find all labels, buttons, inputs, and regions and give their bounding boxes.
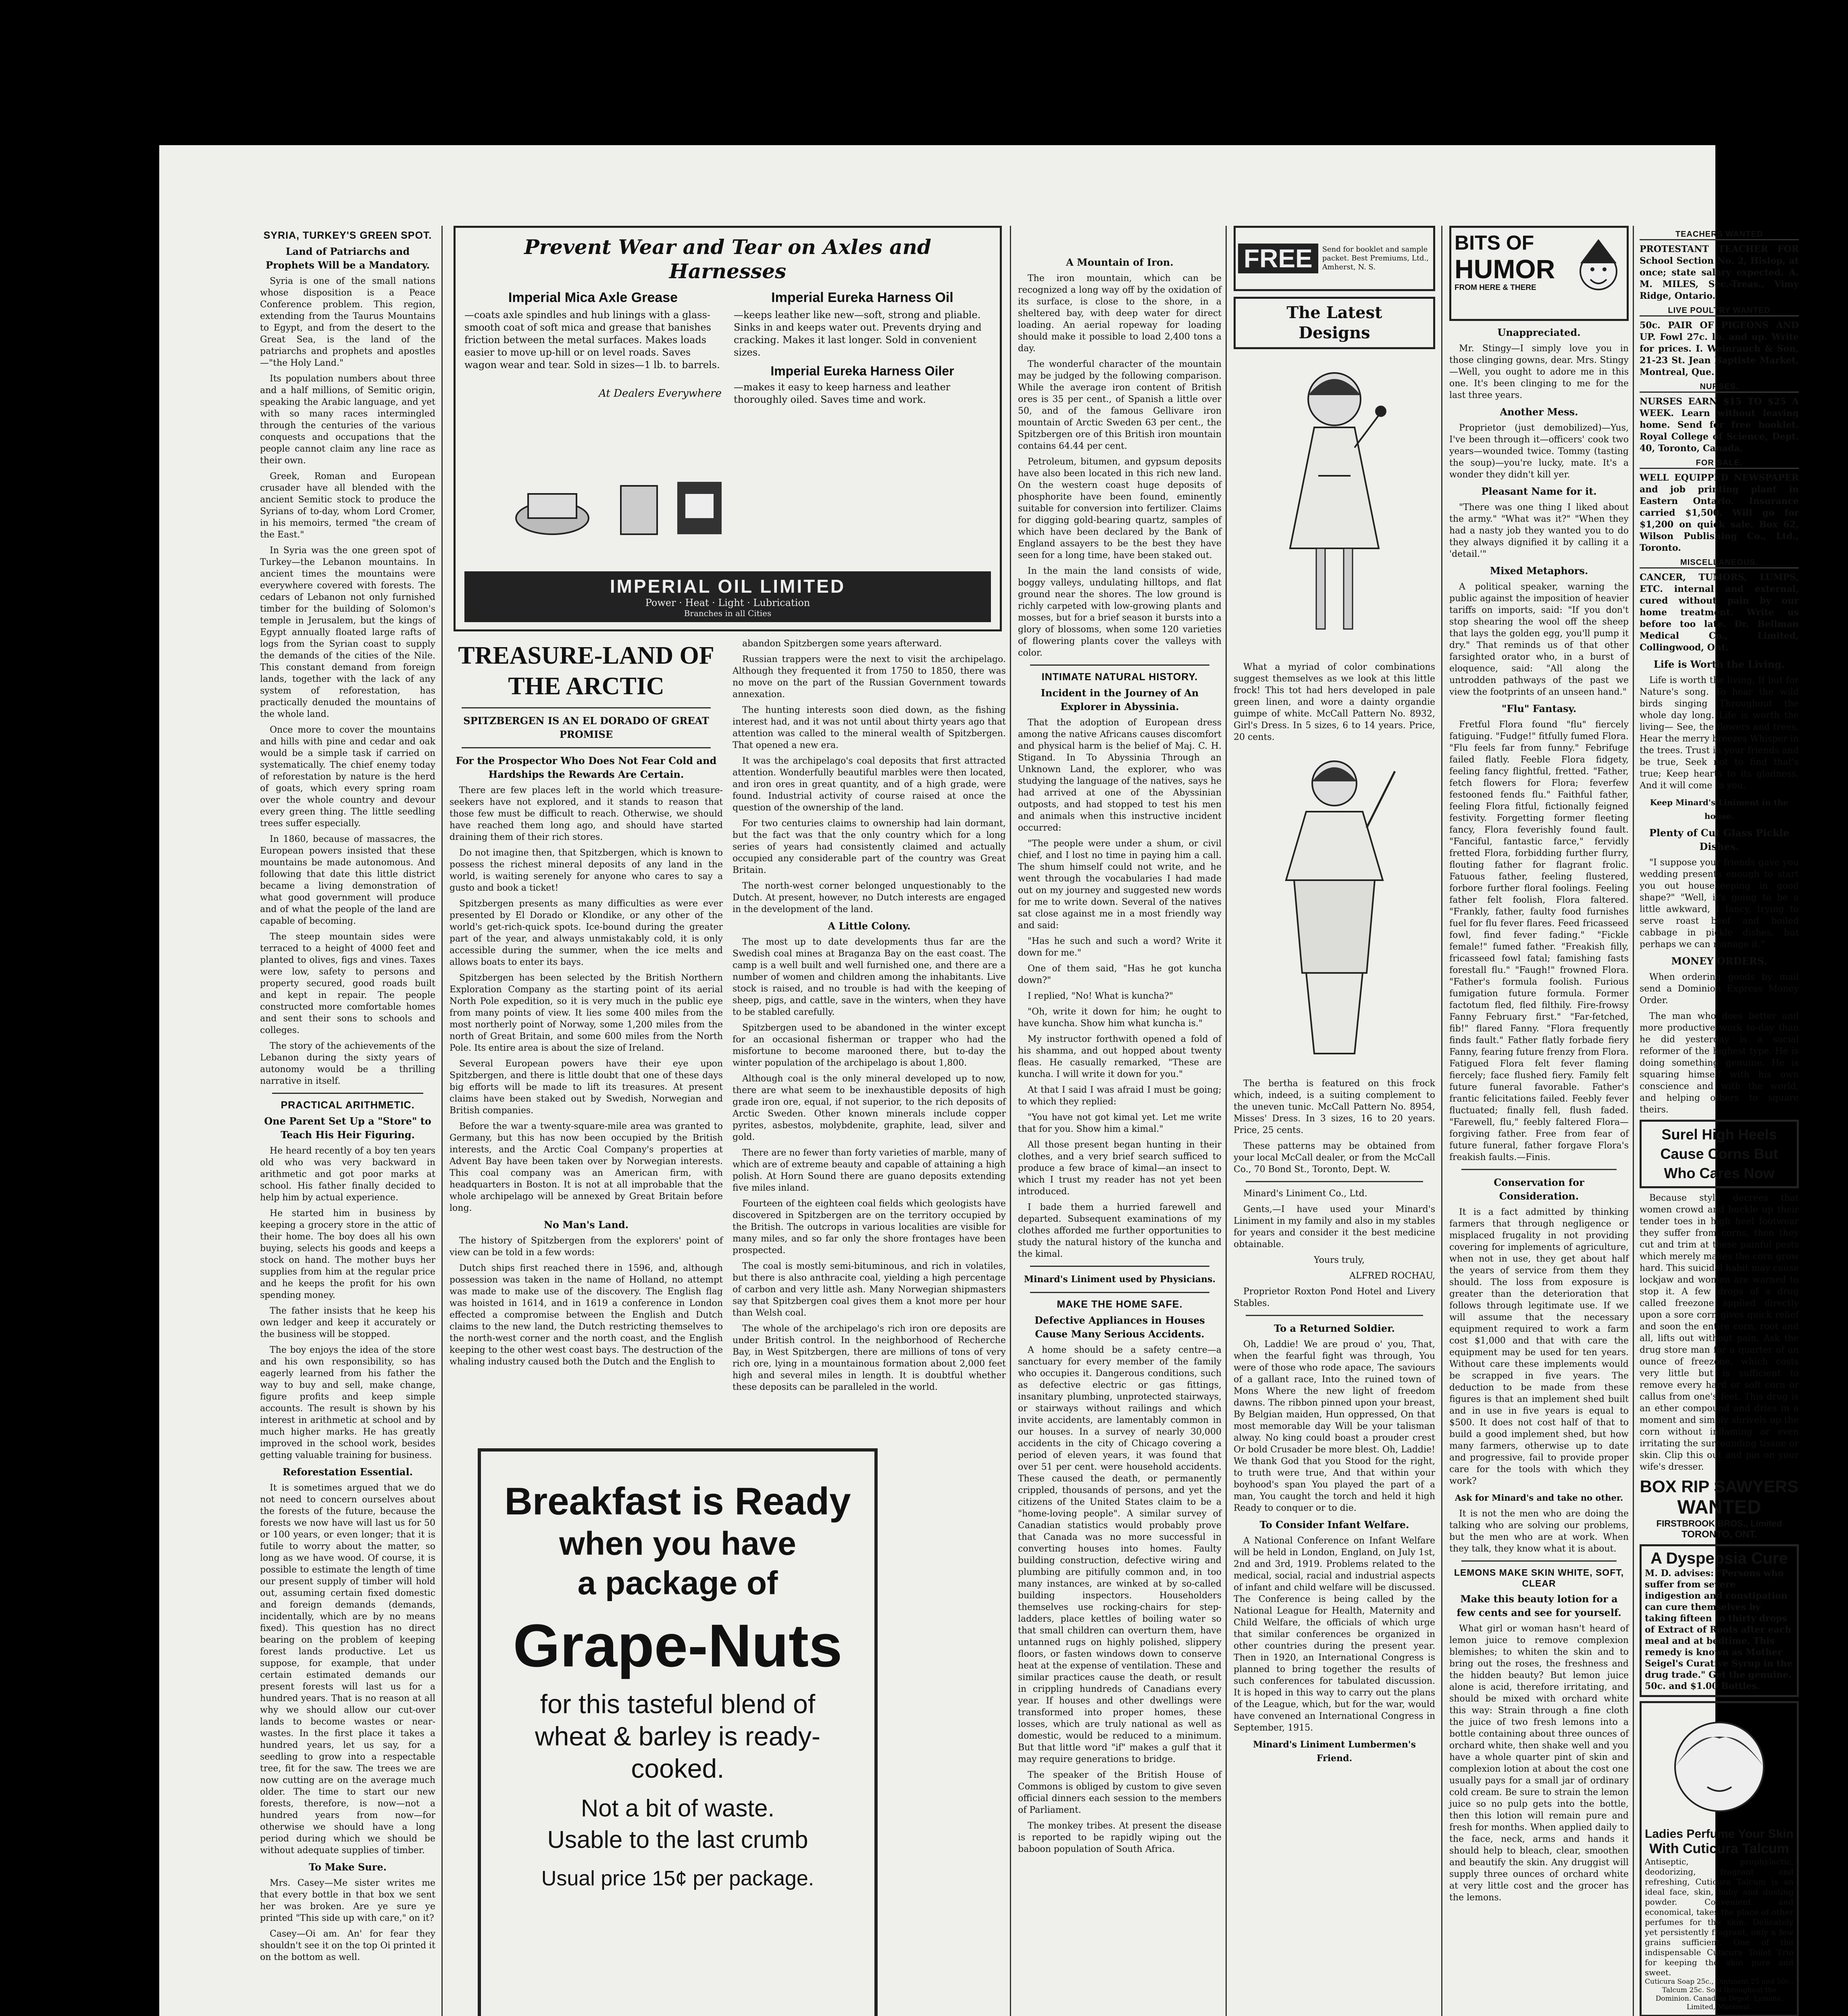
column-rule xyxy=(441,226,443,2016)
bits-of-humor-banner xyxy=(1449,226,1629,321)
divider xyxy=(1461,1169,1617,1170)
article-paragraph: It was the archipelago's coal deposits that first attracted attention. Wonderfully beautiful marbles were then located, and iron ores in great quantity, and of a high grade, were found. Industrial activity of course raised at once the question of the ownership of the land. xyxy=(733,756,1006,813)
article-paragraph: He started him in business by keeping a grocery store in the attic of their home. The boy does all his own buying, selects his goods and keeps a stock on hand. The mother buys her supplies from him at the regular price and he keeps the profit for his own spending money. xyxy=(260,1208,435,1300)
article-paragraph: The history of Spitzbergen from the explorers' point of view can be told in a few words: xyxy=(450,1236,723,1258)
jester-face-icon xyxy=(1574,235,1623,304)
free-ad-title: FREE xyxy=(1238,244,1318,273)
subhead-mountain-iron: A Mountain of Iron. xyxy=(1066,256,1174,268)
arctic-subhead: SPITZBERGEN IS AN EL DORADO OF GREAT PROMISE xyxy=(463,715,709,740)
article-paragraph: A home should be a safety centre—a sanctuary for every member of the family who occupies it. Dangerous conditions, such as defective electric or gas fittings, insanitary plumbing, unprotected stairways, or stairways without railings and which invite accidents, are lamentably common in our houses. In a survey of nearly 30,000 accidents in the city of Chicago covering a period of eleven years, it was found that over 51 per cent. were household accidents. These caused the death, or permanently crippled, thousands of persons, and yet the citizens of the United States claim to be a "home-loving people". A similar survey of Canadian statistics would probably prove that Canada was no more successful in converting houses into homes. Faulty building construction, defective wiring and plumbing are pitifully common and, in too many instances, are winked at by so-called building inspectors. Householders themselves use rocking-chairs for step-ladders, place kettles of boiling water so that small children can overturn them, have untanned rugs on highly polished, slippery floors, or fasten windows down to conserve heat at the expense of ventilation. These and similar practices cause the death, or result in crippling hundreds of Canadians every year. If houses and other dwellings were transformed into proper homes, these losses, which are truly national as well as domestic, would be reduced to a minimum. But that little word "if" makes a gulf that it may require generations to bridge. xyxy=(1018,1345,1222,1764)
article-paragraph: Syria is one of the small nations whose disposition is a Peace Conference problem. This region, extending from the Taurus Mountains to Egypt, and from the desert to the Great Sea, is the land of the patriarchs and prophets and apostles—"the Holy Land." xyxy=(260,276,435,368)
article-paragraph: The man who does better and more productive work to-day than he did yesterday is a social reformer of the highest type. He is doing something genuine. He is squaring himself with his own conscience and with the world, and helping others to square theirs. xyxy=(1640,1011,1799,1115)
box-sawyers-line: TORONTO, ONT. xyxy=(1681,1529,1757,1540)
headline-home-safe: MAKE THE HOME SAFE. xyxy=(1057,1299,1183,1310)
column-rule xyxy=(1226,226,1227,2016)
dealers-note: At Dealers Everywhere xyxy=(599,387,722,400)
article-paragraph: In Syria was the one green spot of Turkey—the Lebanon mountains. In ancient times the mountains were everywhere covered with forests. The cedars of Lebanon not only furnished timber for the building of Solomon's temple in Jerusalem, but the kings of Egypt annually floated large rafts of logs from the Syrian coast to supply the demands of the cities of the Nile. This constant demand from foreign lands, together with the lack of any system of reforestation, has practically denuded the mountains of the whole land. xyxy=(260,546,435,719)
classified-head: NURSES. xyxy=(1640,382,1799,393)
cuticura-small: Cuticura Soap 25c., Ointment 25 and 50c., Talcum 25c. Sold throughout the Dominion. Canadian Depot: Lymans, Limited, Montreal. xyxy=(1645,1978,1794,2011)
subhead-money-orders: MONEY ORDERS. xyxy=(1671,955,1767,967)
divider xyxy=(272,1093,423,1094)
classified-head: FOR SALE. xyxy=(1640,458,1799,469)
poem-title: To a Returned Soldier. xyxy=(1274,1322,1395,1334)
imperial-title: Prevent Wear and Tear on Axles and Harnesses xyxy=(524,235,931,283)
free-ad xyxy=(1234,226,1435,291)
humor-text: A political speaker, warning the public against the imposition of heavier tariffs on imports, said: "If you don't stop shearing the wool off the sheep that lays the golden egg, you'll pump it dry." That reminds us of that other farsighted orator who, in a burst of eloquence, said: "All along the untrodden pathways of the past we view the footprints of an unseen hand." xyxy=(1449,582,1629,697)
imperial-footer-bar xyxy=(464,571,991,622)
headline-lemons: LEMONS MAKE SKIN WHITE, SOFT, CLEAR xyxy=(1454,1567,1624,1589)
letter-to: Minard's Liniment Co., Ltd. xyxy=(1243,1189,1367,1199)
humor-title-2: HUMOR xyxy=(1455,254,1555,284)
cuticura-title: Ladies Perfume Your Skin xyxy=(1645,1827,1794,1841)
girl-dress-illustration xyxy=(1234,355,1435,661)
classified-ad: NURSES EARN $15 TO $25 A WEEK. Learn without leaving home. Send for free booklet. Royal College of Science, Dept. 40, Toronto, Canada. xyxy=(1640,396,1799,454)
arctic-column-left xyxy=(450,638,723,1440)
cuticura-title: With Cuticura Talcum xyxy=(1649,1841,1789,1856)
mica-grease-text: —coats axle spindles and hub linings with a glass-smooth coat of soft mica and grease that banishes friction between the metal surfaces. Makes loads easier to move up-hill or on level roads. Saves wagon wear and tear. Sold in sizes—1 lb. to barrels. xyxy=(464,309,720,371)
harness-oil-heading: Imperial Eureka Harness Oil xyxy=(771,290,953,305)
cuticura-text: Antiseptic, prophylactic, deodorizing, fragrant and refreshing, Cuticura Talcum is an ideal face, skin, baby and dusting powder. Convenient and economical, takes the place of other perfumes for the skin. Delicately yet persistently fragrant, only a few grains sufficient. One of the indispensable Cuticura Toilet Trio for keeping the skin pure and sweet. xyxy=(1645,1857,1794,1977)
grape-nuts-ad xyxy=(478,1448,878,2016)
subhead-infant-welfare: To Consider Infant Welfare. xyxy=(1259,1519,1409,1531)
subhead-no-mans-land: No Man's Land. xyxy=(543,1219,629,1231)
article-paragraph: Spitzbergen presents as many difficulties as were ever presented by El Dorado or Klondike, or any other of the world's get-rich-quick spots. Ice-bound during the greater part of the year, and always unmistakably cold, it is only accessible during the summer, when the ice melts and allows boats to enter its bays. xyxy=(450,899,723,967)
design-caption: The bertha is featured on this frock which, indeed, is a suiting complement to the uneven tunic. McCall Pattern No. 8954, Misses' Dress. In 3 sizes, 16 to 20 years. Price, 25 cents. xyxy=(1234,1079,1435,1135)
poem-text: Oh, Laddie! We are proud o' you, That, when the fearful fight was through, You were of those who rode apace, The saviours of a gallant race, Into the ruined town of Mons Where the new light of freedom dawns. The ribbon pinned upon your breast, By Belgian maiden, Hun oppressed, On that most memorable day Will be your talisman alway. No king could boast a prouder crest Or bold Crusader be more blest. Oh, Laddie! We thank God that you Stood for the right, to truth were true, And that within your boyhood's span You played the part of a man, You caught the torch and held it high Ready to conquer or to die. xyxy=(1234,1339,1435,1513)
article-paragraph: I replied, "No! What is kuncha?" xyxy=(1028,991,1174,1001)
humor-title-1: BITS OF xyxy=(1455,231,1534,254)
subhead-natural-history: Incident in the Journey of An Explorer in Abyssinia. xyxy=(1041,687,1199,712)
article-paragraph: What girl or woman hasn't heard of lemon juice to remove complexion blemishes; to whiten the skin and to bring out the roses, the freshness and the hidden beauty? But lemon juice alone is acid, therefore irritating, and should be mixed with orchard white this way: Strain through a fine cloth the juice of two fresh lemons into a bottle containing about three ounces of orchard white, then shake well and you have a whole quarter pint of skin and complexion lotion at about the cost one usually pays for a small jar of ordinary cold cream. Be sure to strain the lemon juice so no pulp gets into the bottle, then this lotion will remain pure and fresh for months. When applied daily to the face, neck, arms and hands it should help to bleach, clear, smoothen and beautify the skin. Any druggist will supply three ounces of orchard white at very little cost and the grocer has the lemons. xyxy=(1449,1624,1629,1903)
article-paragraph: For two centuries claims to ownership had lain dormant, but the fact was that the only country which for a long series of years had consistently claimed and actually occupied any considerable part of the country was Great Britain. xyxy=(733,818,1006,875)
headline-natural-history: INTIMATE NATURAL HISTORY. xyxy=(1041,671,1198,683)
article-paragraph: abandon Spitzbergen some years afterward. xyxy=(742,639,942,649)
design-caption: What a myriad of color combinations suggest themselves as we look at this little frock! This tot had hers developed in pale green linen, and wore a dainty organdie guimpe of white. McCall Pattern No. 8932, Girl's Dress. In 5 sizes, 6 to 14 years. Price, 20 cents. xyxy=(1234,662,1435,742)
heels-line: Surel High Heels xyxy=(1661,1126,1777,1143)
article-paragraph: The monkey tribes. At present the disease is reported to be rapidly wiping out the baboon population of South Africa. xyxy=(1018,1821,1222,1854)
humor-text: It is not the men who are doing the talking who are solving our problems, but the men who are at work. When they talk, they know what it is about. xyxy=(1449,1509,1629,1554)
newspaper-page xyxy=(159,145,1799,2016)
article-paragraph: The speaker of the British House of Commons is obliged by custom to give seven official dinners each session to the members of Parliament. xyxy=(1018,1770,1222,1815)
column-6 xyxy=(1449,226,1629,1908)
letter-close: Yours truly, xyxy=(1314,1255,1365,1265)
column-rule xyxy=(1010,226,1011,2016)
harness-oiler-text: —makes it easy to keep harness and leather thoroughly oiled. Saves time and work. xyxy=(734,381,951,405)
letter-role: Proprietor Roxton Pond Hotel and Livery Stables. xyxy=(1234,1287,1435,1308)
company-branches: Branches in all Cities xyxy=(684,608,772,618)
humor-text: It is a fact admitted by thinking farmers that through negligence or misplaced frugality in not providing covering for implements of agriculture, when not in use, they get about half the years of service from them they should. The loss from exposure is greater than the deterioration that follows through legitimate use. If we will assume that the necessary equipment required to work a farm cost $1,000 and that with care the equipment may be used for ten years. Without care these implements would be scrapped in five years. The deduction to be made from these figures is that an implement shed built and in use in five years is equal to $500. It does not cost half of that to build a good implement shed, but how many farmers, otherwise up to date and progressive, fail to provide proper care for the tools with which they work? xyxy=(1449,1207,1629,1486)
article-paragraph: Several European powers have their eye upon Spitzbergen, and there is little doubt that one of these days big efforts will be made to lift its treasures. At present claims have been staked out by Swedish, Norwegian and British companies. xyxy=(450,1059,723,1116)
minard-physicians-ad: Minard's Liniment used by Physicians. xyxy=(1024,1274,1216,1285)
article-paragraph: Because style decrees that women crowd and buckle up their tender toes in high heel footwear they suffer from corns, then they cut and trim at these painful pests which merely makes the corn grow hard. This suicidal habit may cause lockjaw and women are warned to stop it. A few drops of a drug called freezone applied directly upon a sore corn gives quick relief and soon the entire corn, root and all, lifts out without pain. Ask the drug store man for a quarter of an ounce of freezone, which costs very little but is sufficient to remove every hard or soft corn or callus from one's feet. This drug is an ether compound and dries in a moment and simply shrivels up the corn without inflaming or even irritating the surrounding tissue or skin. Clip this out and pin on your wife's dresser. xyxy=(1640,1193,1799,1472)
column-5 xyxy=(1234,226,1435,1768)
article-paragraph: The father insists that he keep his own ledger and keep it accurately or the business will be stopped. xyxy=(260,1306,435,1339)
subhead-arithmetic: One Parent Set Up a "Store" to Teach His Heir Figuring. xyxy=(264,1115,431,1141)
column-rule xyxy=(1633,226,1634,2016)
article-paragraph: "Oh, write it down for him; he ought to have kuncha. Show him what kuncha is." xyxy=(1018,1007,1222,1029)
article-paragraph: The most up to date developments thus far are the Swedish coal mines at Braganza Bay on the east coast. The camp is a well built and well furnished one, and there are a number of women and children among the inhabitants. Live stock is raised, and no trouble is had with the keeping of sheep, pigs, and cattle, save in the winters, when they have to be stabled carefully. xyxy=(733,937,1006,1017)
article-paragraph: "The people were under a shum, or civil chief, and I lost no time in paying him a call. The shum himself could not write, and he went through the vocabularies I had made out on my journey and suggested new words for me to write down. Several of the natives sat close against me in a most friendly way and said: xyxy=(1018,839,1222,931)
humor-title-3: FROM HERE & THERE xyxy=(1455,283,1536,292)
company-tagline: Power · Heat · Light · Lubrication xyxy=(645,597,810,608)
headline-arithmetic: PRACTICAL ARITHMETIC. xyxy=(281,1100,415,1111)
divider xyxy=(1030,1292,1209,1293)
grape-nuts-line: cooked. xyxy=(631,1754,724,1783)
article-paragraph: Casey—Oi am. An' for fear they shouldn't see it on the top Oi printed it on the bottom as well. xyxy=(260,1929,435,1962)
high-heels-box xyxy=(1640,1120,1799,1188)
article-paragraph: Dutch ships first reached there in 1596, and, although possession was taken in the name of Holland, no attempt was made to make use of the discovery. The English flag was hoisted in 1614, and in 1619 a conference in London effected a compromise between the English and Dutch claims to the new land, the Dutch restricting themselves to the north-west corner and the north coast, and the English keeping to the other west coast bays. The destruction of the whaling industry caused both the Dutch and the English to xyxy=(450,1263,723,1367)
humor-text: Mr. Stingy—I simply love you in those clinging gowns, dear. Mrs. Stingy—Well, you ought to adore me in this one. It's been clinging to me for the last three years. xyxy=(1449,344,1629,400)
subhead-cut-glass: Plenty of Cut Glass Pickle Dishes. xyxy=(1649,827,1790,852)
article-paragraph: Before the war a twenty-square-mile area was granted to Germany, but this has now been occupied by the British interests, and the Arctic Coal Company's properties at Advent Bay have been taken over by Norwegian interests. This coal company was an American firm, with headquarters in Boston. It is not at all improbable that the whole archipelago will be annexed by Great Britain before long. xyxy=(450,1121,723,1213)
article-paragraph: Spitzbergen used to be abandoned in the winter except for an occasional fisherman or trapper who had the misfortune to become marooned there, but to-day the winter population of the archipelago is about 1,800. xyxy=(733,1023,1006,1068)
article-paragraph: Petroleum, bitumen, and gypsum deposits have also been located in this rich new land. On the western coast huge deposits of phosphorite have been found, eminently suitable for conversion into fertilizer. Claims for digging gold-bearing quartz, samples of which have been declared by the Bank of England assayers to be the best they have seen for a long time, have been staked out. xyxy=(1018,457,1222,560)
poem-title: Life is Worth the Living. xyxy=(1653,658,1785,670)
divider xyxy=(462,747,711,748)
humor-head: Another Mess. xyxy=(1500,406,1578,418)
humor-head: Mixed Metaphors. xyxy=(1490,565,1588,577)
article-paragraph: "Has he such and such a word? Write it down for me." xyxy=(1018,936,1222,958)
minard-keep-ad: Keep Minard's Liniment in the house. xyxy=(1650,798,1789,821)
article-paragraph: "I suppose your friends gave you wedding presents enough to start you out housekeeping in good shape?" "Well, it's going to be a little awkward, I fancy, trying to serve roast beef and boiled cabbage in pickle dishes, but perhaps we can manage it." xyxy=(1640,858,1799,950)
divider xyxy=(1246,1181,1423,1182)
subhead-lemons: Make this beauty lotion for a few cents and see for yourself. xyxy=(1457,1593,1621,1618)
grape-nuts-brand: Grape-Nuts xyxy=(513,1612,843,1679)
classified-ad: WELL EQUIPPED NEWSPAPER and job printing plant in Eastern Ontario. Insurance carried $1,500. Will go for $1,200 on quick sale. Box 62, Wilson Publishing Co., Ltd., Toronto. xyxy=(1640,473,1799,553)
dyspepsia-ad xyxy=(1640,1544,1799,1697)
column-4 xyxy=(1018,254,1222,1859)
arctic-title: TREASURE-LAND OF THE ARCTIC xyxy=(458,642,714,700)
subhead-make-sure: To Make Sure. xyxy=(309,1861,387,1873)
cuticura-ad xyxy=(1640,1701,1799,2016)
dyspepsia-text: M. D. advises: "Persons who suffer from severe indigestion and constipation can cure themselves by taking fifteen to thirty drops of Extract of Roots after each meal and at bedtime. This remedy is known as Mother Seigel's Curative Syrup in the drug trade." Get the genuine. 50c. and $1.00 Bottles. xyxy=(1645,1568,1793,1691)
oil-products-illustration xyxy=(516,478,758,538)
subhead-syria: Land of Patriarchs and Prophets Will be a Mandatory. xyxy=(266,246,430,271)
humor-head: Unappreciated. xyxy=(1497,327,1581,338)
grape-nuts-price: Usual price 15¢ per package. xyxy=(541,1867,814,1890)
grape-nuts-line: for this tasteful blend of xyxy=(540,1689,816,1719)
article-paragraph: The iron mountain, which can be recognized a long way off by the oxidation of its surface, is close to the shore, in a sheltered bay, with deep water for direct loading. An aerial ropeway for loading should make it possible to load 2,400 tons a day. xyxy=(1018,273,1222,354)
humor-text: Fretful Flora found "flu" fiercely fatiguing. "Fudge!" fitfully fumed Flora. "Flu feels far from funny." Febrifuge failed flatly. Feeble Flora fidgety, feeling fancy flightful, fretted. "Father, fetch flowers for Flora; feverfew festooned fends flu." Faithful father, feeling Flora fitful, fictionally feigned festivity. Forgetting former fleeting fancy, Flora feverishly found fault. "Fanciful, fantastic farce," fervidly fretted Flora, forbidding further flurry, flouting father for flagrant frolic. Fatuous father, feeling flustered, forbore further floral foolings. Feeling father felt foolish, Flora faltered. "Frankly, father, faulty food furnishes fuel for flu fever flares. Feed fricasseed fowl, find fever fading." "Fickle female!" fumed father. "Freakish filly, fricasseed fowl fatal; famishing fasts forestall flu." "Faugh!" frowned Flora. "Father's formula foolish. Furious fumigation future formula. Former factotum fled, fled filthily. Fire-frowsy Fanny February first." "Far-fetched, fib!" flared Fanny. "Flora frequently finds fault." Father flatly forbade fiery Fanny, fearing future frenzy from Flora. Fatigued Flora felt fever flaming fiercely; face flushed fiery. Family felt future funeral favorable. Father's frantic felicitations failed. Feebly fever fluctuated; finally fell, flush faded. "Farewell, flu," feebly faltered Flora—forgiving father. Free from fear of future funeral, father forgave Flora's freakish faults.—Finis. xyxy=(1449,720,1629,1162)
grape-nuts-line: when you have xyxy=(559,1525,796,1562)
divider xyxy=(1030,1266,1209,1267)
article-paragraph: Although coal is the only mineral developed up to now, there are what seem to be inexhaustible deposits of high grade iron ore, equal, if not superior, to the rich deposits of Arctic Sweden. Other known minerals include copper pyrites, asbestos, molybdenite, graphite, lead, silver and gold. xyxy=(733,1074,1006,1142)
article-paragraph: In the main the land consists of wide, boggy valleys, undulating hilltops, and flat ground near the shores. The low ground is richly carpeted with low-growing plants and mosses, but for a brief season it bursts into a glory of blossoms, when some 120 varieties of flowering plants cover the valleys with color. xyxy=(1018,566,1222,658)
article-paragraph: Once more to cover the mountains and hills with pine and cedar and oak would be a simple task if carried on systematically. The chief enemy today of reforestation by nature is the herd of goats, which every spring roam over the whole country and devour every green thing. The little seedling trees suffer especially. xyxy=(260,725,435,829)
humor-head: Pleasant Name for it. xyxy=(1481,485,1597,497)
article-paragraph: The coal is mostly semi-bituminous, and rich in volatiles, but there is also anthracite coal, yielding a high percentage of carbon and very little ash. Many Norwegian shipmasters say that Spitzbergen coal gives them a knot more per hour than Welsh coal. xyxy=(733,1261,1006,1318)
woman-portrait-illustration xyxy=(1647,1706,1792,1827)
company-name: IMPERIAL OIL LIMITED xyxy=(610,576,846,597)
grape-nuts-line: Usable to the last crumb xyxy=(547,1826,808,1853)
latest-designs-box xyxy=(1234,297,1435,349)
humor-text: Proprietor (just demobilized)—Yus, I've been through it—officers' cook two years—wounded twice. Tommy (tasting the soup)—you're lucky, mate. It's a wonder they didn't kill yer. xyxy=(1449,423,1629,480)
divider xyxy=(1246,1315,1423,1316)
imperial-oil-ad xyxy=(454,226,1002,631)
article-paragraph: Russian trappers were the next to visit the archipelago. Although they frequented it from 1750 to 1850, there was no move on the part of the Russian Government towards annexation. xyxy=(733,654,1006,700)
classified-ad: CANCER, TUMORS, LUMPS, ETC. internal and external, cured without pain by our home treatment. Write us before too late. Dr. Bellman Medical Co., Limited, Collingwood, Ont. xyxy=(1640,572,1799,653)
article-paragraph: When ordering goods by mail send a Dominion Express Money Order. xyxy=(1640,972,1799,1006)
letter-body: Gents,—I have used your Minard's Liniment in my family and also in my stables for years and consider it the best medicine obtainable. xyxy=(1234,1204,1435,1250)
article-paragraph: Its population numbers about three and a half millions, of Semitic origin, speaking the Arabic language, and yet with so many races intermingled through the centuries of the various conquests and occupations that the people cannot claim any line race as their own. xyxy=(260,374,435,466)
minard-lumbermen-ad: Minard's Liniment Lumbermen's Friend. xyxy=(1253,1739,1416,1764)
headline-syria: SYRIA, TURKEY'S GREEN SPOT. xyxy=(263,230,432,241)
article-paragraph: All those present began hunting in their clothes, and a very brief search sufficed to produce a few brace of kimal—an insect to which I trust my reader has not yet been introduced. xyxy=(1018,1140,1222,1197)
article-paragraph: Mrs. Casey—Me sister writes me that every bottle in that box we sent her was broken. Are ye sure ye printed "This side up with care," on it? xyxy=(260,1878,435,1923)
woman-dress-illustration xyxy=(1234,747,1435,1078)
box-sawyers-line: BOX RIP SAWYERS xyxy=(1640,1477,1799,1496)
harness-oiler-heading: Imperial Eureka Harness Oiler xyxy=(770,364,954,378)
heels-line: Who Cares Now xyxy=(1664,1165,1775,1181)
article-paragraph: The wonderful character of the mountain may be judged by the following comparison. While the average iron content of British ores is 35 per cent., of Spanish a little over 50, and of the famous Gellivare iron mountain of Arctic Sweden 63 per cent., the Spitzbergen ore of this British iron mountain contains 64.44 per cent. xyxy=(1018,359,1222,451)
grape-nuts-line: a package of xyxy=(577,1565,778,1602)
column-rule xyxy=(1441,226,1442,2016)
article-paragraph: That the adoption of European dress among the native Africans causes discomfort and physical harm is the belief of Maj. C. H. Stigand. In To Abyssinia Through an Unknown Land, the explorer, who was studying the language of the natives, says he had arrived at one of the Abyssinian outposts, and had stopped to test his men and animals when this instructive incident occurred: xyxy=(1018,718,1222,833)
article-paragraph: At that I said I was afraid I must be going; to which they replied: xyxy=(1018,1085,1222,1107)
poem-text: Life is worth the living, If but for Nature's song. To hear the wild birds singing Throughout the whole day long. Life is worth the living— See, the flowers and trees, Hear the merry breezes Whisper in the trees. Trust in your friends and be true, Seek not to find that's true; Keep hearts to its gladness, And it will come to you. xyxy=(1640,675,1799,791)
design-caption: These patterns may be obtained from your local McCall dealer, or from the McCall Co., 70 Bond St., Toronto, Dept. W. xyxy=(1234,1141,1435,1175)
humor-head: Conservation for Consideration. xyxy=(1494,1177,1584,1202)
grape-nuts-line: Not a bit of waste. xyxy=(581,1795,775,1822)
article-paragraph: There are few places left in the world which treasure-seekers have not explored, and it stands to reason that those few must be difficult to reach. Otherwise, we should have reached them long ago, and should have started draining them of their rich stores. xyxy=(450,785,723,842)
arctic-subhead-2: For the Prospector Who Does Not Fear Cold and Hardships the Rewards Are Certain. xyxy=(456,755,717,780)
humor-head: "Flu" Fantasy. xyxy=(1501,703,1577,714)
classified-head: MISCELLANEOUS. xyxy=(1640,558,1799,569)
designs-title: The Latest Designs xyxy=(1286,303,1382,342)
arctic-column-right xyxy=(733,638,1006,1440)
article-paragraph: The whole of the archipelago's rich iron ore deposits are under British control. In the neighborhood of Recherche Bay, in West Spitzbergen, there are millions of tons of very rich ore, lying in a mountainous formation about 2,000 feet high and several miles in length. It is doubtful whether these deposits can be paralleled in the world. xyxy=(733,1324,1006,1392)
article-paragraph: He heard recently of a boy ten years old who was very backward in arithmetic and got poor marks at school. His father finally decided to help him by actual experience. xyxy=(260,1146,435,1203)
article-paragraph: The steep mountain sides were terraced to a height of 4000 feet and planted to olives, figs and vines. Taxes were low, safety to persons and property secured, good roads built and kept in repair. The people constructed more comfortable homes and sent their sons to schools and colleges. xyxy=(260,932,435,1035)
article-paragraph: I bade them a hurried farewell and departed. Subsequent examinations of my clothes afforded me further opportunities to study the natural history of the kuncha and the kimal. xyxy=(1018,1202,1222,1259)
divider xyxy=(462,707,711,708)
grape-nuts-line: Breakfast is Ready xyxy=(504,1480,851,1523)
article-paragraph: My instructor forthwith opened a fold of his shamma, and out hopped about twenty fleas. He casually remarked, "These are kuncha. I will write it down for you." xyxy=(1018,1034,1222,1079)
harness-oil-text: —keeps leather like new—soft, strong and pliable. Sinks in and keeps water out. Prevents drying and cracking. Makes it last longer. Sold in convenient sizes. xyxy=(734,309,982,358)
humor-text: "There was one thing I liked about the army." "What was it?" "When they had a nasty job they wanted you to do they always dignified it by calling it a 'detail.'" xyxy=(1449,502,1629,559)
article-paragraph: Fourteen of the eighteen coal fields which geologists have discovered in Spitzbergen are on the territory occupied by the British. The outcrops in various localities are visible for many miles, and so far only the shore frontages have been prospected. xyxy=(733,1199,1006,1256)
article-paragraph: Do not imagine then, that Spitzbergen, which is known to possess the richest mineral deposits of any land in the world, is waiting serenely for anyone who cares to say a gusto and book a ticket! xyxy=(450,848,723,893)
article-paragraph: One of them said, "Has he got kuncha down?" xyxy=(1018,964,1222,985)
mica-grease-heading: Imperial Mica Axle Grease xyxy=(508,290,678,305)
article-paragraph: The story of the achievements of the Lebanon during the sixty years of autonomy would be a thrilling narrative in itself. xyxy=(260,1041,435,1086)
article-paragraph: The north-west corner belonged unquestionably to the Dutch. At present, however, no Dutch interests are engaged in the development of the land. xyxy=(733,881,1006,914)
subhead-little-colony: A Little Colony. xyxy=(828,920,911,932)
article-paragraph: There are no fewer than forty varieties of marble, many of which are of extreme beauty and capable of attaining a high polish. At Horn Sound there are guano deposits extending five miles inland. xyxy=(733,1148,1006,1193)
subhead-reforestation: Reforestation Essential. xyxy=(283,1466,413,1478)
grape-nuts-line: wheat & barley is ready- xyxy=(535,1721,820,1751)
divider xyxy=(1461,1560,1617,1562)
article-paragraph: In 1860, because of massacres, the European powers insisted that these mountains be made autonomous. And following that date this little district became a living demonstration of what good government will produce and of what the people of the land are capable of becoming. xyxy=(260,834,435,926)
column-1 xyxy=(260,226,435,1967)
box-sawyers-line: WANTED xyxy=(1677,1497,1761,1518)
column-7 xyxy=(1640,226,1799,2016)
letter-signature: ALFRED ROCHAU, xyxy=(1349,1271,1435,1281)
classified-head: LIVE POULTRY WANTED xyxy=(1640,306,1799,317)
classified-head: TEACHERS WANTED xyxy=(1640,230,1799,240)
classified-ad: 50c. PAIR OF PIGEONS AND UP. Fowl 27c. lb. and up. Write for prices. I. Weinrauch & Son, 21-23 St. Jean Baptiste Market, Montreal, Que. xyxy=(1640,320,1799,377)
dyspepsia-title: A Dyspepsia Cure xyxy=(1650,1549,1788,1567)
columns-2-3 xyxy=(450,226,1006,2016)
article-paragraph: The boy enjoys the idea of the store and his own responsibility, so has eagerly learned from his father the way to buy and sell, make change, figure profits and keep simple accounts. The result is shown by his interest in arithmetic at school and by much higher marks. He has greatly improved in the school work, besides getting valuable training for business. xyxy=(260,1345,435,1460)
subhead-home-safe: Defective Appliances in Houses Cause Many Serious Accidents. xyxy=(1034,1314,1205,1340)
heels-line: Cause Corns But xyxy=(1660,1145,1778,1162)
article-paragraph: It is sometimes argued that we do not need to concern ourselves about the forests of the future, because the forests we now have will last us for 50 or 100 years, or even longer; that it is futile to worry about the matter, so long as we have wood. Of course, it is possible to estimate the length of time our present supply of timber will hold out, assuming certain fixed domestic and foreign demands (demands, incidentally, which are by no means fixed). This question has no direct bearing on the problem of keeping forest lands productive. Let us suppose, for example, that under certain estimated demands our present forests will last us for a hundred years. That is no reason at all why we should allow our cut-over lands to become wastes or near-wastes. In the first place it takes a hundred years, let us say, for a seedling to grow into a respectable tree, fit for the saw. The trees we are now cutting are on the average much older. The time to start our new forests, therefore, is now—not a hundred years from now—for otherwise we should have a long period during which we should be without adequate supplies of timber. xyxy=(260,1483,435,1856)
article-paragraph: Greek, Roman and European crusader have all blended with the ancient Semitic stock to produce the Syrians of to-day, whom Lord Cromer, in his memoirs, termed "the cream of the East." xyxy=(260,471,435,540)
minard-ask-ad: Ask for Minard's and take no other. xyxy=(1455,1493,1623,1503)
divider xyxy=(1030,664,1209,666)
article-paragraph: A National Conference on Infant Welfare will be held in London, England, on July 1st, 2nd and 3rd, 1919. Problems related to the medical, social, racial and industrial aspects of infant and child welfare will be discussed. The Conference is being called by the National League for Health, Maternity and Child Welfare, the officials of which urge that similar conferences be organized in other countries during the present year. Then in 1920, an International Congress is planned to bring together the results of such conferences for tabulated discussion. It is hoped in this way to carry out the plans of the League, which, but for the war, would have convened an International Congress in September, 1915. xyxy=(1234,1536,1435,1733)
classified-ad: PROTESTANT TEACHER FOR School Section No. 2, Hislop, at once; state salary expected. A. M. MILES, Sec.-Treas., Vimy Ridge, Ontario. xyxy=(1640,244,1799,301)
article-paragraph: Spitzbergen has been selected by the British Northern Exploration Company as the starting point of its aerial North Pole expedition, so it is very much in the public eye from many points of view. It lies some 400 miles from the most northerly point of Norway, some 1,200 miles from the north of Great Britain, and some 600 miles from the North Pole. Its entire area is about the size of Ireland. xyxy=(450,973,723,1053)
box-sawyers-line: FIRSTBROOK BROS., Limited xyxy=(1656,1518,1782,1529)
article-paragraph: The hunting interests soon died down, as the fishing interest had, and it was not until about thirty years ago that attention was called to the mineral wealth of Spitzbergen. That opened a new era. xyxy=(733,705,1006,750)
article-paragraph: "You have not got kimal yet. Let me write that for you. Show him a kimal." xyxy=(1018,1112,1222,1134)
free-ad-text: Send for booklet and sample packet. Best Premiums, Ltd., Amherst, N. S. xyxy=(1322,245,1429,271)
